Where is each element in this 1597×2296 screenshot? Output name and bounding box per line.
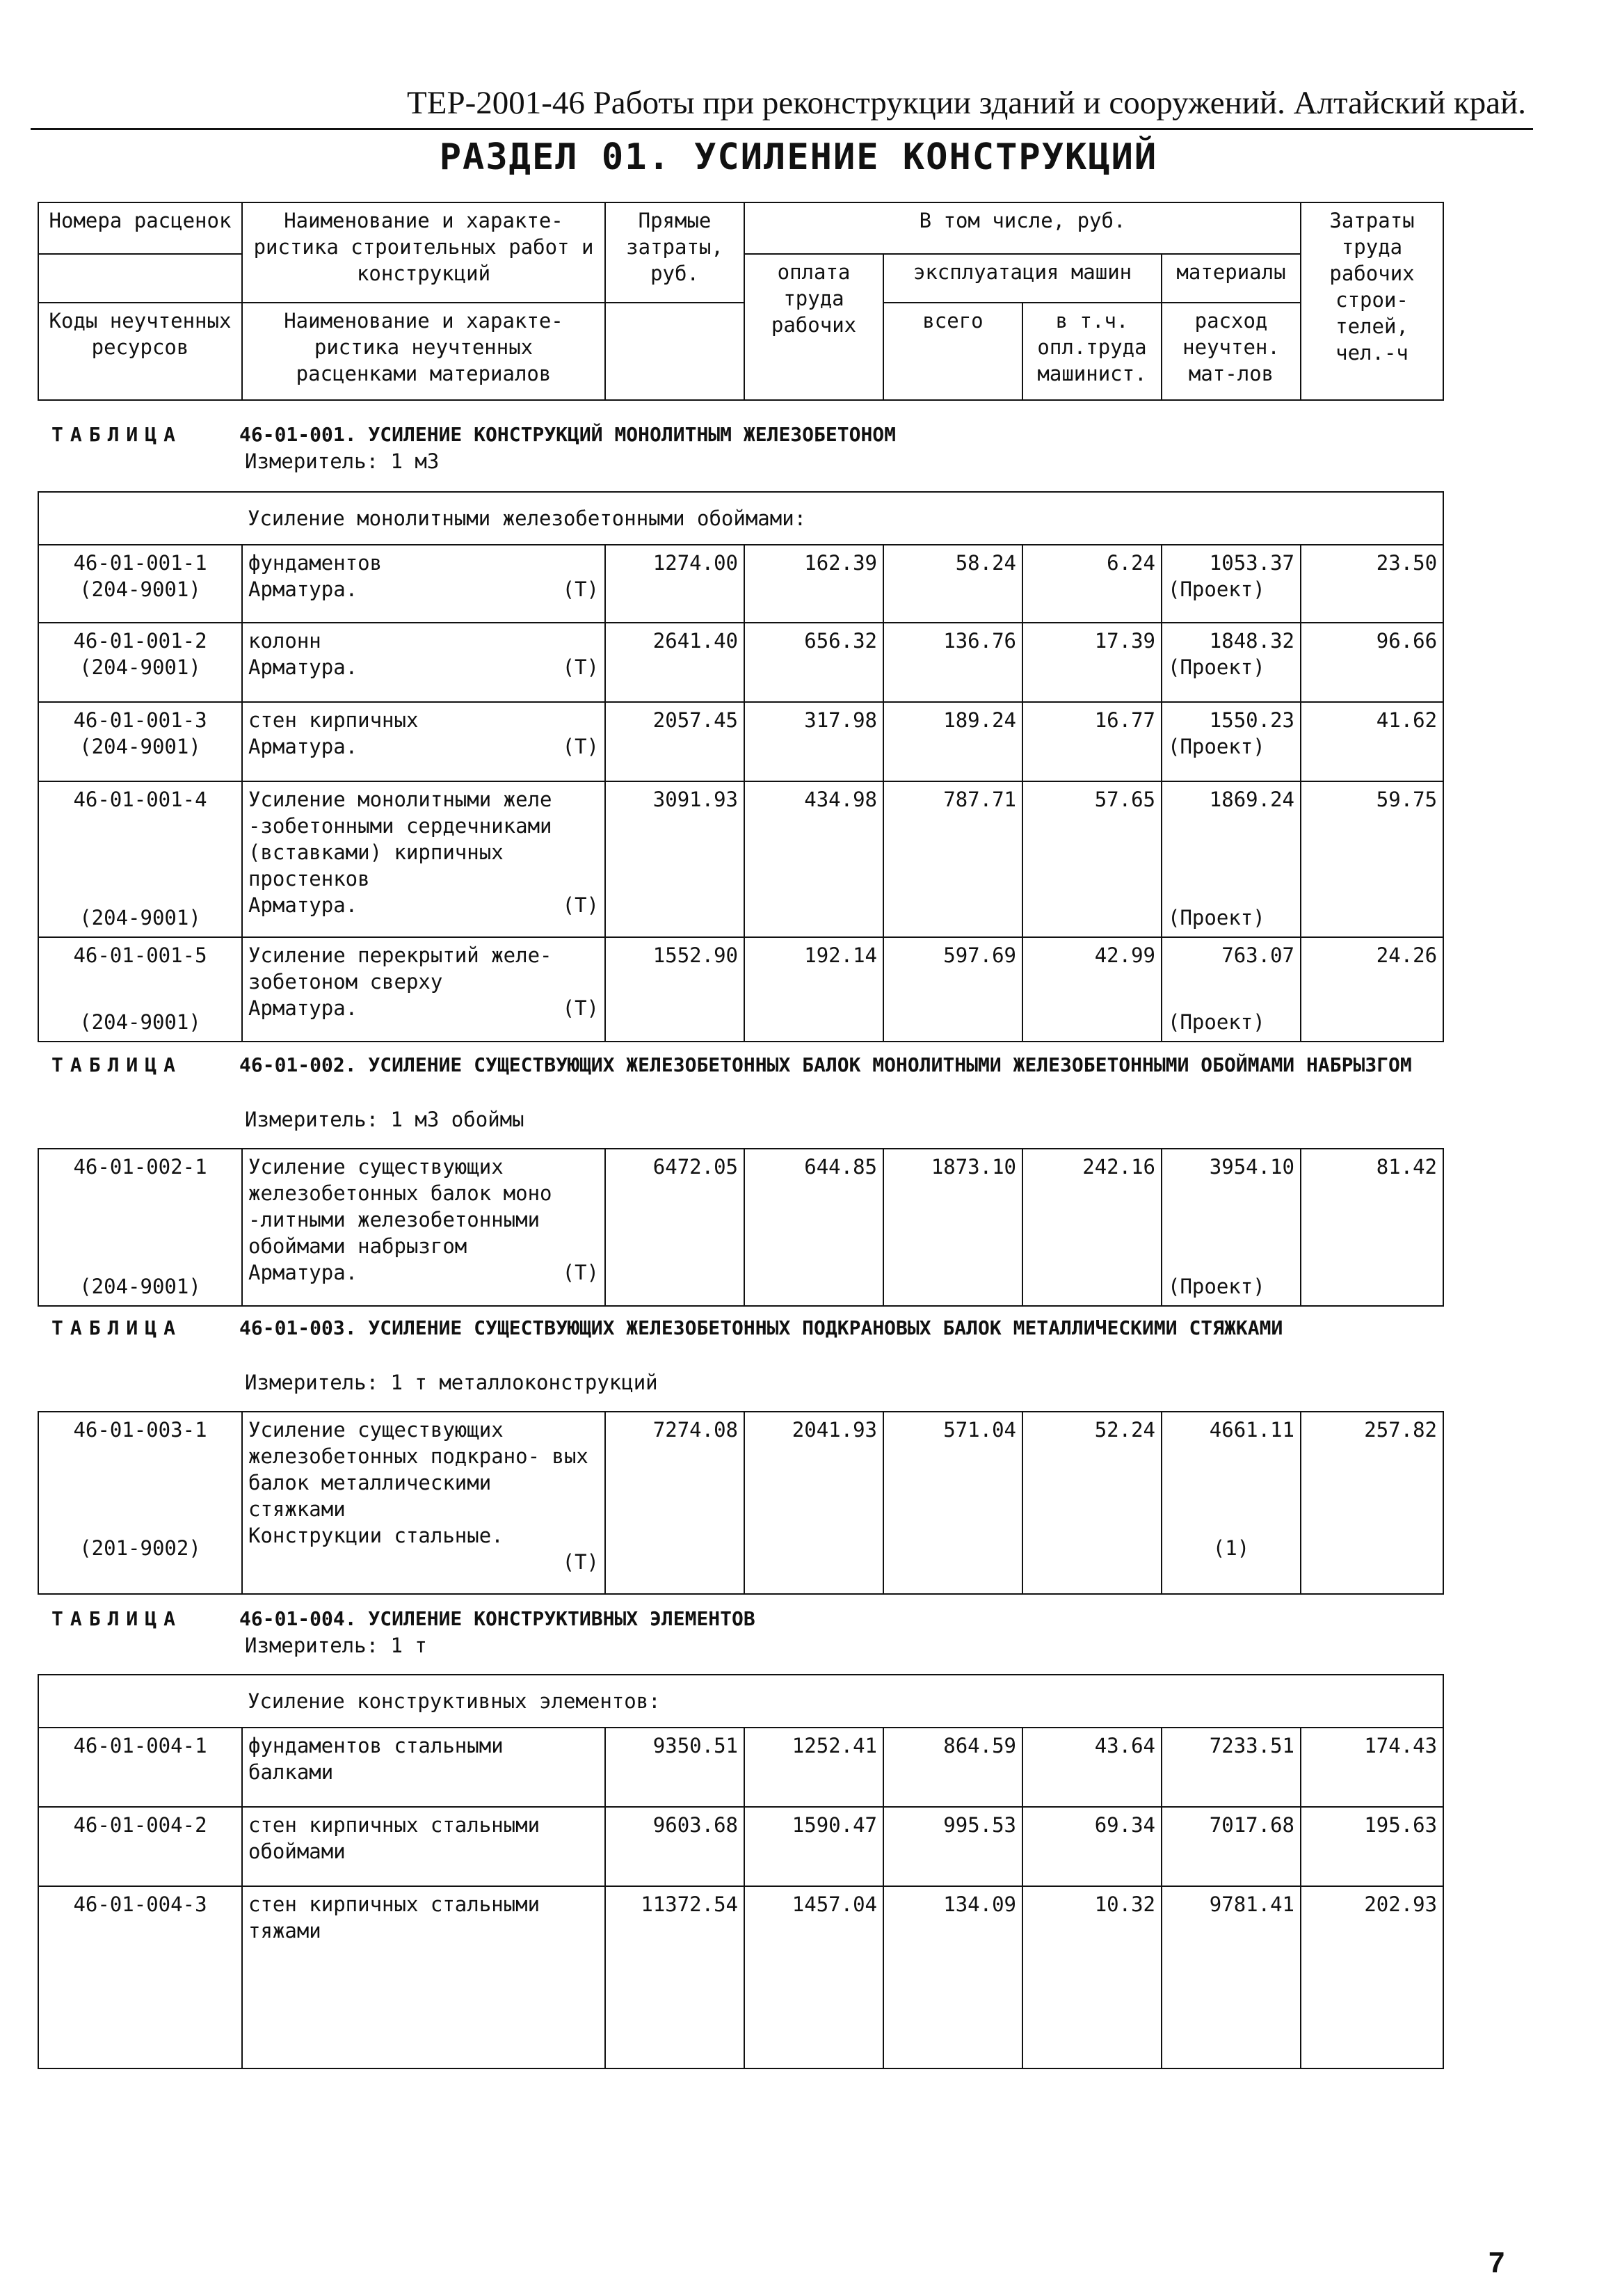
table-row: 46-01-004-1 фундаментов стальными балками 9350.51 1252.41 864.59 43.64 7233.51 174.43 bbox=[38, 1728, 1443, 1807]
group-title: Усиление конструктивных элементов: bbox=[242, 1675, 1443, 1728]
table-row: 46-01-004-3 стен кирпичных стальными тяжами 11372.54 1457.04 134.09 10.32 9781.41 202.93 bbox=[38, 1886, 1443, 2068]
header-rate-numbers-blank bbox=[38, 254, 242, 303]
header-direct-blank bbox=[605, 303, 744, 400]
table-title-46-01-001: ТАБЛИЦА 46-01-001. УСИЛЕНИЕ КОНСТРУКЦИЙ МОНОЛИТНЫМ ЖЕЛЕЗОБЕТОНОМ bbox=[51, 423, 897, 446]
rates-table-46-01-001 bbox=[38, 491, 1444, 1042]
table-row: 46-01-001-2 (204-9001) колонн Арматура. (Т) 2641.40 656.32 136.76 17.39 1848.32 (Проект) 96.66 bbox=[38, 623, 1443, 702]
table-row: 46-01-004-2 стен кирпичных стальными обоймами 9603.68 1590.47 995.53 69.34 7017.68 195.63 bbox=[38, 1807, 1443, 1886]
header-machine-operator-pay: в т.ч. опл.труда машинист. bbox=[1022, 303, 1162, 400]
table-title-46-01-004: ТАБЛИЦА 46-01-004. УСИЛЕНИЕ КОНСТРУКТИВНЫХ ЭЛЕМЕНТОВ bbox=[51, 1607, 755, 1630]
table-row: 46-01-002-1 (204-9001) Усиление существующих железобетонных балок моно -литными железобетонными обоймами набрызгом Арматура. (Т) 6472.05 644.85 1873.10 242.16 3954.10 (Проект) 81.42 bbox=[38, 1149, 1443, 1306]
column-header-table bbox=[38, 202, 1444, 401]
group-title: Усиление монолитными железобетонными обоймами: bbox=[242, 492, 1443, 545]
table-measure: Измеритель: 1 м3 bbox=[245, 449, 440, 473]
rates-table-46-01-004 bbox=[38, 1674, 1444, 2069]
header-rate-numbers: Номера расценок bbox=[38, 202, 242, 254]
rates-table-46-01-003 bbox=[38, 1411, 1444, 1595]
table-measure: Измеритель: 1 т металлоконструкций bbox=[245, 1371, 658, 1394]
table-title-46-01-003: ТАБЛИЦА 46-01-003. УСИЛЕНИЕ СУЩЕСТВУЮЩИХ ЖЕЛЕЗОБЕТОННЫХ ПОДКРАНОВЫХ БАЛОК МЕТАЛЛИЧЕСКИМИ СТЯЖКАМИ bbox=[51, 1316, 1283, 1339]
header-including: В том числе, руб. bbox=[744, 202, 1301, 254]
table-row: 46-01-001-4 (204-9001) Усиление монолитными желе -зобетонными сердечниками (вставками) кирпичных простенков Арматура. (Т) 3091.93 434.98 787.71 57.65 1869.24 (Проект) 59.75 bbox=[38, 781, 1443, 937]
header-labor-costs: Затраты труда рабочих строи- телей, чел.-ч bbox=[1301, 202, 1443, 400]
running-header: ТЕР-2001-46 Работы при реконструкции зданий и сооружений. Алтайский край. bbox=[31, 82, 1533, 130]
header-resource-codes: Коды неучтенных ресурсов bbox=[38, 303, 242, 400]
header-direct-costs: Прямые затраты, руб. bbox=[605, 202, 744, 303]
page-number: 7 bbox=[1488, 2246, 1505, 2279]
table-row: 46-01-001-1 (204-9001) фундаментов Арматура. (Т) 1274.00 162.39 58.24 6.24 1053.37 (Проект) 23.50 bbox=[38, 545, 1443, 623]
table-measure: Измеритель: 1 т bbox=[245, 1634, 427, 1657]
header-materials-usage: расход неучтен. мат-лов bbox=[1162, 303, 1301, 400]
header-materials: материалы bbox=[1162, 254, 1301, 303]
header-labor-pay: оплата труда рабочих bbox=[744, 254, 883, 400]
table-row: 46-01-003-1 (201-9002) Усиление существующих железобетонных подкрано- вых балок металлическими стяжками Конструкции стальные. (Т) 7274.08 2041.93 571.04 52.24 4661.11 (1) 257.82 bbox=[38, 1412, 1443, 1594]
table-row: 46-01-001-5 (204-9001) Усиление перекрытий желе- зобетоном сверху Арматура. (Т) 1552.90 192.14 597.69 42.99 763.07 (Проект) 24.26 bbox=[38, 937, 1443, 1042]
rates-table-46-01-002 bbox=[38, 1148, 1444, 1307]
header-machine-total: всего bbox=[883, 303, 1022, 400]
header-work-name: Наименование и характе- ристика строительных работ и конструкций bbox=[242, 202, 605, 303]
table-row: 46-01-001-3 (204-9001) стен кирпичных Арматура. (Т) 2057.45 317.98 189.24 16.77 1550.23 (Проект) 41.62 bbox=[38, 702, 1443, 781]
table-title-46-01-002: ТАБЛИЦА 46-01-002. УСИЛЕНИЕ СУЩЕСТВУЮЩИХ ЖЕЛЕЗОБЕТОННЫХ БАЛОК МОНОЛИТНЫМИ ЖЕЛЕЗОБЕТОННЫМИ ОБОЙМАМИ НАБРЫЗГОМ bbox=[51, 1053, 1412, 1076]
section-title: РАЗДЕЛ 01. УСИЛЕНИЕ КОНСТРУКЦИЙ bbox=[439, 136, 1158, 178]
header-material-name: Наименование и характе- ристика неучтенных расценками материалов bbox=[242, 303, 605, 400]
table-measure: Измеритель: 1 м3 обоймы bbox=[245, 1108, 524, 1131]
header-machine-operation: эксплуатация машин bbox=[883, 254, 1162, 303]
